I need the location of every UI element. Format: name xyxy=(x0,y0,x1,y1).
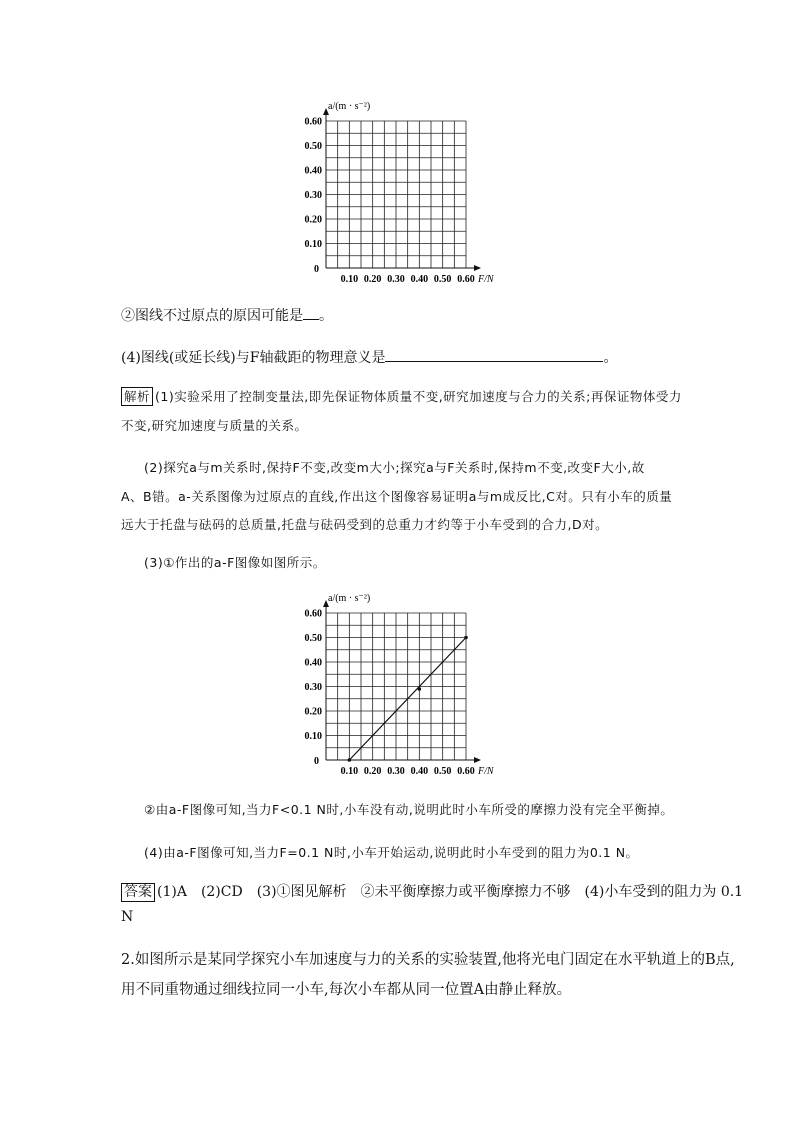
x-tick-label: 0.10 xyxy=(340,274,359,285)
y-axis-label: a/(m · s⁻²) xyxy=(328,101,371,112)
question-2-line-2: 用不同重物通过细线拉同一小车,每次小车都从同一位置A由静止释放。 xyxy=(121,982,572,998)
x-tick-label: 0.50 xyxy=(433,766,452,777)
analysis-line-2b: A、B错。a-关系图像为过原点的直线,作出这个图像容易证明a与m成反比,C对。只有小车的质量 xyxy=(121,489,673,504)
x-tick-label: 0.60 xyxy=(457,766,475,777)
question-4 xyxy=(121,347,617,368)
y-tick-label: 0.40 xyxy=(304,657,322,669)
analysis-tag: 解析 xyxy=(121,387,153,406)
x-tick-label: 0.10 xyxy=(340,766,359,777)
x-tick-label: 0.50 xyxy=(433,274,452,285)
x-tick-label: 0.20 xyxy=(363,274,382,285)
x-axis-label: F/N xyxy=(478,766,494,777)
y-tick-label: 0.30 xyxy=(304,190,322,201)
y-tick-label: 0.20 xyxy=(304,214,322,226)
origin-label: 0 xyxy=(314,756,319,767)
question-3-2 xyxy=(121,305,333,326)
analysis-line-2c: 远大于托盘与砝码的总质量,托盘与砝码受到的总重力才约等于小车受到的合力,D对。 xyxy=(121,517,609,532)
chart-empty-grid xyxy=(296,98,496,288)
analysis-line-3: (3)①作出的a-F图像如图所示。 xyxy=(144,555,326,570)
x-tick-label: 0.60 xyxy=(457,274,475,285)
y-tick-label: 0.60 xyxy=(304,608,322,620)
y-tick-label: 0.10 xyxy=(304,239,322,250)
question-3-2-end: 。 xyxy=(319,308,333,324)
x-axis-label: F/N xyxy=(478,274,494,285)
answer-line-1-text: (1)A (2)CD (3)①图见解析 ②未平衡摩擦力或平衡摩擦力不够 (4)小车受到的阻力为 0.1 xyxy=(157,884,744,900)
analysis-line-3-2: ②由a-F图像可知,当力F<0.1 N时,小车没有动,说明此时小车所受的摩擦力没有完全平衡掉。 xyxy=(144,802,674,817)
y-tick-label: 0.60 xyxy=(304,116,322,128)
origin-label: 0 xyxy=(314,264,319,275)
y-tick-label: 0.30 xyxy=(304,682,322,693)
x-tick-label: 0.40 xyxy=(410,766,429,777)
x-tick-label: 0.20 xyxy=(363,766,382,777)
y-tick-label: 0.50 xyxy=(304,633,322,644)
x-tick-label: 0.30 xyxy=(387,274,405,285)
y-axis-label: a/(m · s⁻²) xyxy=(328,593,371,604)
analysis-line-1a xyxy=(121,387,682,407)
chart-af-graph xyxy=(296,590,496,780)
answer-tag: 答案 xyxy=(121,883,155,902)
x-tick-label: 0.30 xyxy=(387,766,405,777)
y-tick-label: 0.50 xyxy=(304,141,322,152)
question-3-2-text: ②图线不过原点的原因可能是 xyxy=(121,308,303,324)
question-4-text: (4)图线(或延长线)与F轴截距的物理意义是 xyxy=(121,350,386,366)
analysis-1a-text: (1)实验采用了控制变量法,即先保证物体质量不变,研究加速度与合力的关系;再保证物体受力 xyxy=(155,389,682,404)
answer-blank-3-2[interactable] xyxy=(303,305,319,320)
data-point xyxy=(464,636,468,640)
y-tick-label: 0.40 xyxy=(304,165,322,177)
answer-line-1 xyxy=(121,882,743,902)
x-axis-arrow xyxy=(474,757,481,763)
analysis-line-4: (4)由a-F图像可知,当力F=0.1 N时,小车开始运动,说明此时小车受到的阻力为0.1 N。 xyxy=(144,845,639,860)
x-axis-arrow xyxy=(474,265,481,271)
data-point xyxy=(418,687,422,691)
data-point xyxy=(348,758,352,762)
answer-line-2: N xyxy=(121,909,134,925)
analysis-line-2a: (2)探究a与m关系时,保持F不变,改变m大小;探究a与F关系时,保持m不变,改变F大小,故 xyxy=(144,460,645,475)
answer-blank-4[interactable] xyxy=(385,347,603,362)
question-2-line-1: 2.如图所示是某同学探究小车加速度与力的关系的实验装置,他将光电门固定在水平轨道上的B点, xyxy=(121,952,735,968)
x-tick-label: 0.40 xyxy=(410,274,429,285)
analysis-line-1b: 不变,研究加速度与质量的关系。 xyxy=(121,418,308,433)
question-4-end: 。 xyxy=(603,350,618,366)
y-tick-label: 0.10 xyxy=(304,731,322,742)
y-tick-label: 0.20 xyxy=(304,706,322,718)
